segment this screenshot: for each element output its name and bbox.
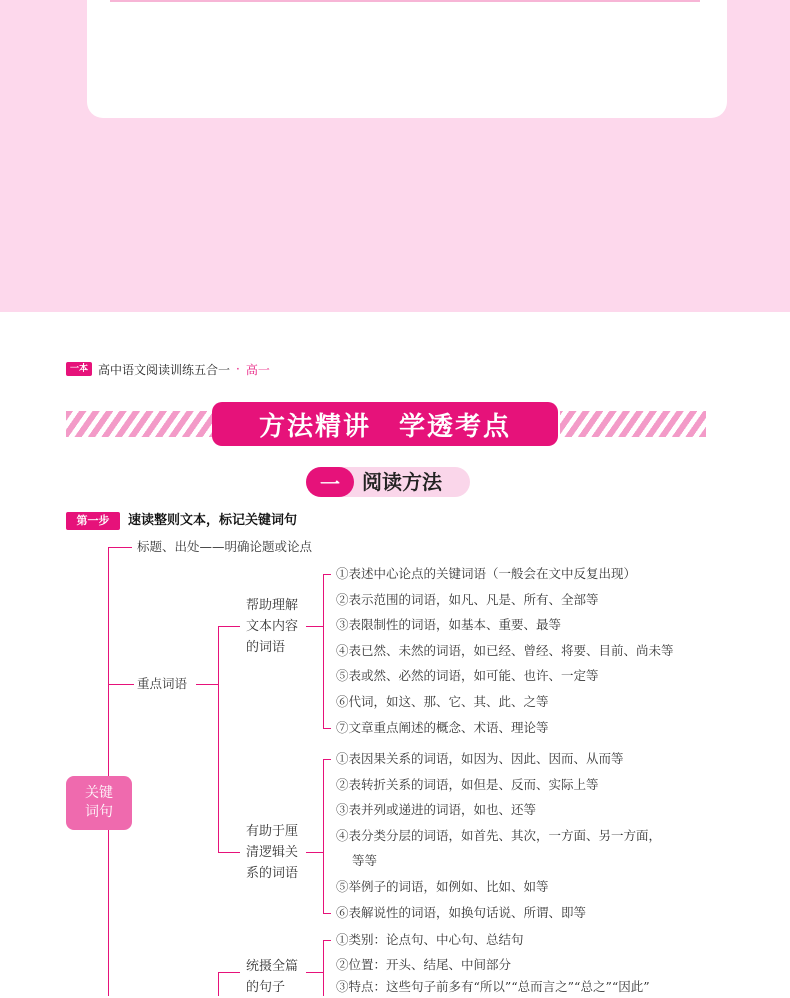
title-branch-line: [108, 547, 132, 548]
group2-item: ①表因果关系的词语，如因为、因此、因而、从而等: [336, 751, 624, 766]
group3-bracket-top: [323, 940, 331, 941]
step-badge: 第一步: [66, 512, 120, 530]
group1-item: ⑤表或然、必然的词语，如可能、也许、一定等: [336, 668, 599, 683]
group3-branch-line: [218, 972, 240, 973]
group2-item-continued: 等等: [352, 853, 378, 868]
group2-bracket-top: [323, 759, 331, 760]
book-title: 高中语文阅读训练五合一: [98, 362, 231, 377]
group2-bracket-stem: [306, 852, 323, 853]
previous-page-card-rule: [110, 0, 700, 2]
group1-item: ⑦文章重点阐述的概念、术语、理论等: [336, 720, 549, 735]
group2-item: ⑤举例子的词语，如例如、比如、如等: [336, 879, 549, 894]
title-source-branch: 标题、出处——明确论题或论点: [137, 539, 313, 554]
banner-stripe-left: [66, 411, 216, 437]
running-header: [66, 362, 270, 376]
chapter-banner: 方法精讲 学透考点: [212, 402, 558, 446]
keywords-out-line: [196, 684, 218, 685]
header-separator: ·: [236, 362, 240, 376]
group1-bracket: [323, 574, 324, 728]
group1-bracket-bottom: [323, 728, 331, 729]
root-label: 关键 词句: [85, 785, 113, 820]
group2-item: ③表并列或递进的词语，如也、还等: [336, 802, 537, 817]
previous-page-card: [87, 0, 727, 118]
group1-item: ③表限制性的词语，如基本、重要、最等: [336, 617, 562, 632]
group3-bracket-stem: [306, 972, 323, 973]
group2-bracket: [323, 759, 324, 913]
group2-item: ④表分类分层的词语，如首先、其次，一方面、另一方面，: [336, 828, 662, 843]
root-trunk-line: [108, 547, 109, 996]
group2-bracket-bottom: [323, 913, 331, 914]
group2-label: 有助于厘 清逻辑关 系的词语: [246, 824, 299, 881]
groups-trunk-line: [218, 626, 219, 852]
group2-item: ②表转折关系的词语，如但是、反而、实际上等: [336, 777, 599, 792]
group1-item: ④表已然、未然的词语，如已经、曾经、将要、目前、尚未等: [336, 643, 674, 658]
step-title: 速读整则文本，标记关键词句: [128, 513, 298, 528]
group3-item: ①类别：论点句、中心句、总结句: [336, 932, 524, 947]
mindmap-root-keywords: [66, 776, 132, 830]
banner-stripe-right: [560, 411, 706, 437]
keywords-branch-line: [108, 684, 134, 685]
grade-label: 高一: [245, 362, 270, 377]
section-number: 一: [306, 467, 354, 497]
group1-bracket-top: [323, 574, 331, 575]
key-words-branch: 重点词语: [137, 676, 188, 691]
group3-label: 统摄全篇 的句子: [246, 959, 299, 995]
group1-bracket-stem: [306, 626, 323, 627]
group1-item: ②表示范围的词语，如凡、凡是、所有、全部等: [336, 592, 599, 607]
group1-item: ①表述中心论点的关键词语（一般会在文中反复出现）: [336, 566, 637, 581]
group2-item: ⑥表解说性的词语，如换句话说、所谓、即等: [336, 905, 587, 920]
section-title: 阅读方法: [362, 470, 442, 494]
group1-label: 帮助理解 文本内容 的词语: [246, 598, 299, 655]
group3-item: ③特点：这些句子前多有“所以”“总而言之”“总之”“因此”: [336, 979, 650, 994]
group3-bracket: [323, 940, 324, 996]
book-logo: 一本: [66, 362, 92, 376]
group3-item: ②位置：开头、结尾、中间部分: [336, 957, 512, 972]
group3-trunk-line: [218, 972, 219, 996]
group1-branch-line: [218, 626, 240, 627]
group2-branch-line: [218, 852, 240, 853]
group1-item: ⑥代词，如这、那、它、其、此、之等: [336, 694, 549, 709]
